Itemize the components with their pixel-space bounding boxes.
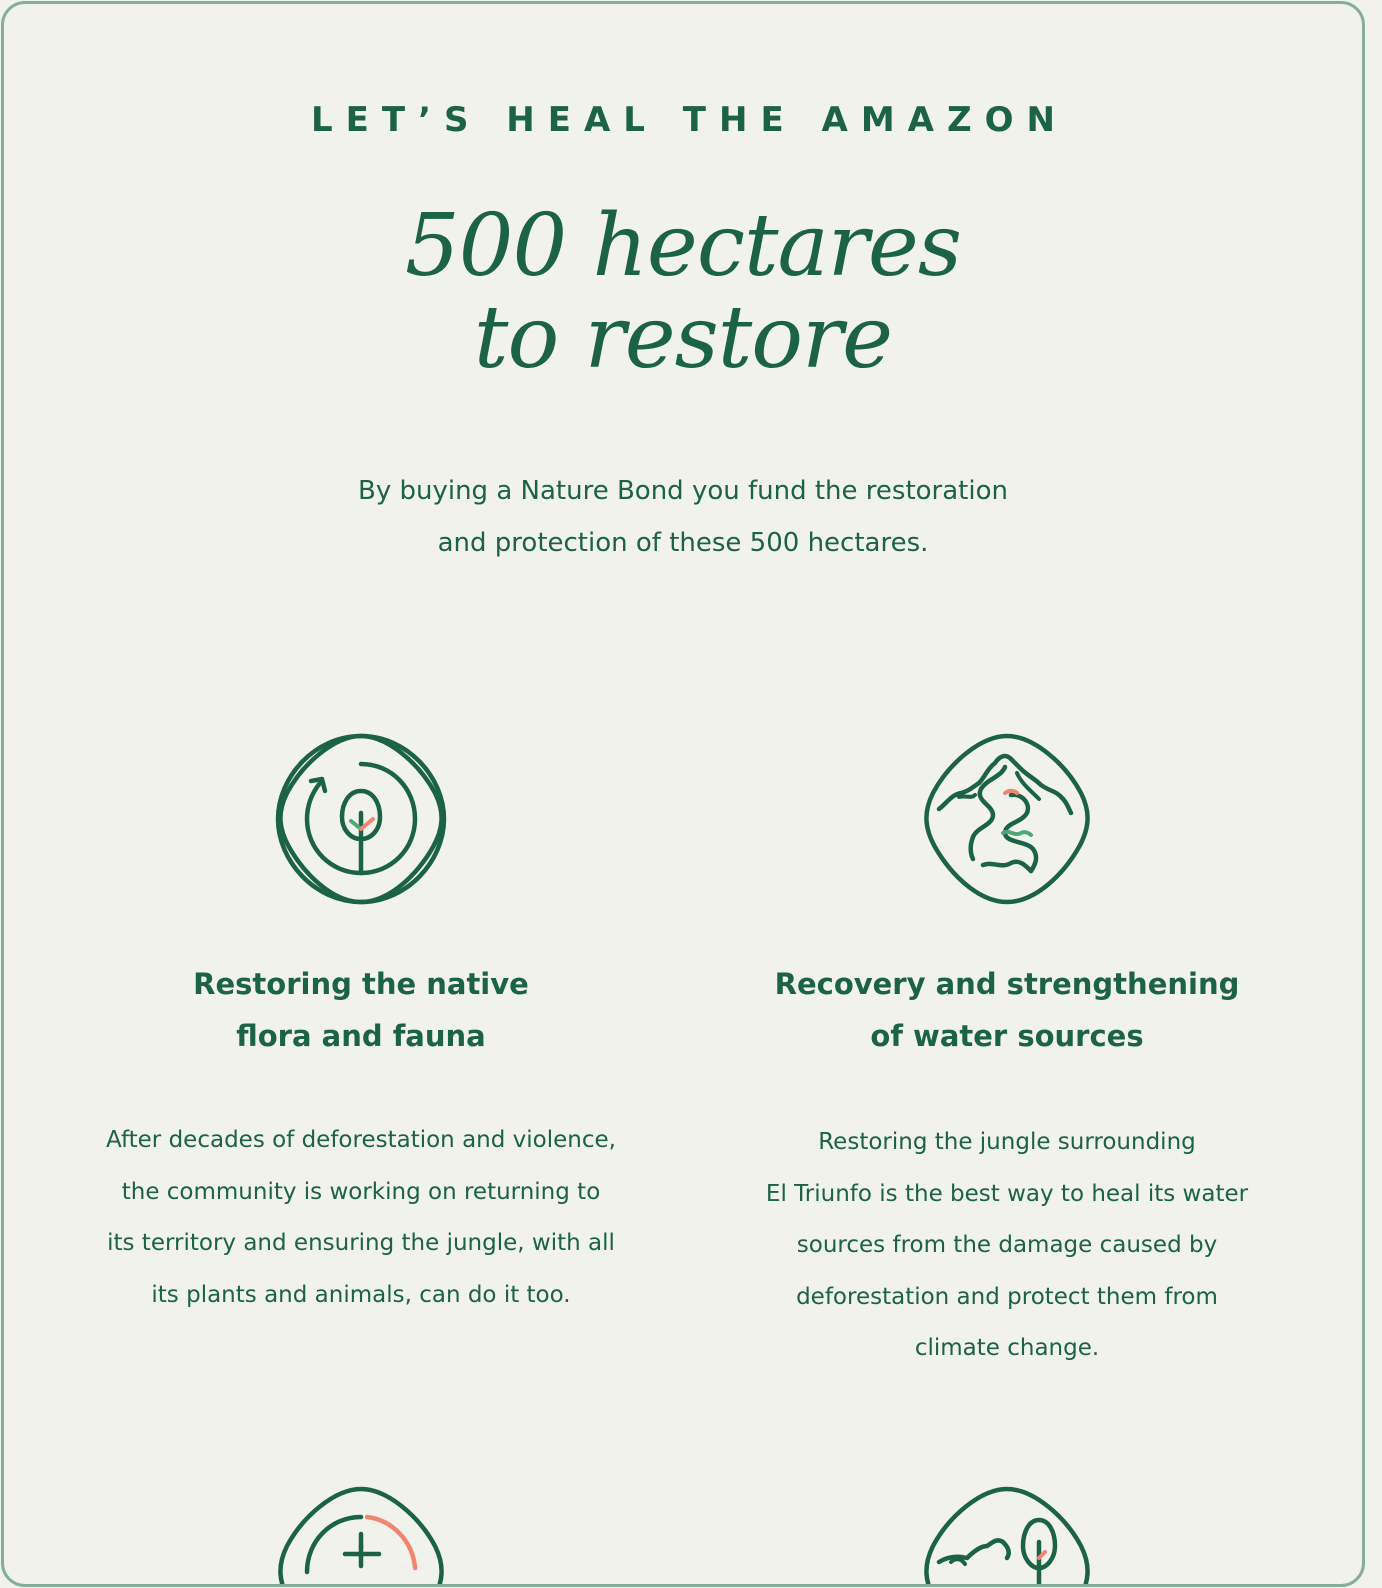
feature-body-line: its territory and ensuring the jungle, with all xyxy=(107,1230,615,1256)
feature-title-line-2: flora and fauna xyxy=(236,1019,486,1053)
progress-gauge-icon xyxy=(275,1486,447,1587)
feature-description xyxy=(51,1115,671,1321)
feature-body-line: the community is working on returning to xyxy=(121,1178,601,1205)
feature-body-line: After decades of deforestation and violence, xyxy=(106,1127,616,1153)
feature-title-line-1: Restoring the native xyxy=(193,967,529,1001)
headline-line-1: 500 hectares xyxy=(405,196,961,296)
animal-and-tree-icon xyxy=(921,1486,1093,1587)
feature-body-line: deforestation and protect them from xyxy=(796,1283,1218,1310)
feature-body-line: El Triunfo is the best way to heal its water xyxy=(765,1180,1249,1207)
feature-title xyxy=(697,958,1317,1062)
feature-title-line-1: Recovery and strengthening xyxy=(774,967,1240,1001)
headline-line-2: to restore xyxy=(473,288,893,388)
feature-title-line-2: of water sources xyxy=(870,1019,1144,1053)
feature-description xyxy=(697,1117,1317,1375)
feature-title xyxy=(51,958,671,1062)
section-eyebrow: LET’S HEAL THE AMAZON xyxy=(310,100,1068,140)
intro-line-1: By buying a Nature Bond you fund the restoration xyxy=(358,476,1008,506)
intro-line-2: and protection of these 500 hectares. xyxy=(437,528,929,558)
feature-body-line: Restoring the jungle surrounding xyxy=(818,1129,1196,1155)
sapling-cycle-icon xyxy=(275,733,447,905)
section-intro xyxy=(4,465,1362,569)
content-card xyxy=(1,1,1365,1587)
section-headline xyxy=(4,196,1362,388)
feature-body-line: climate change. xyxy=(914,1335,1100,1361)
mountain-river-icon xyxy=(921,733,1093,905)
feature-body-line: its plants and animals, can do it too. xyxy=(151,1281,571,1308)
feature-body-line: sources from the damage caused by xyxy=(796,1232,1218,1258)
feature-flora-fauna xyxy=(51,733,671,1353)
feature-water-sources xyxy=(697,733,1317,1393)
